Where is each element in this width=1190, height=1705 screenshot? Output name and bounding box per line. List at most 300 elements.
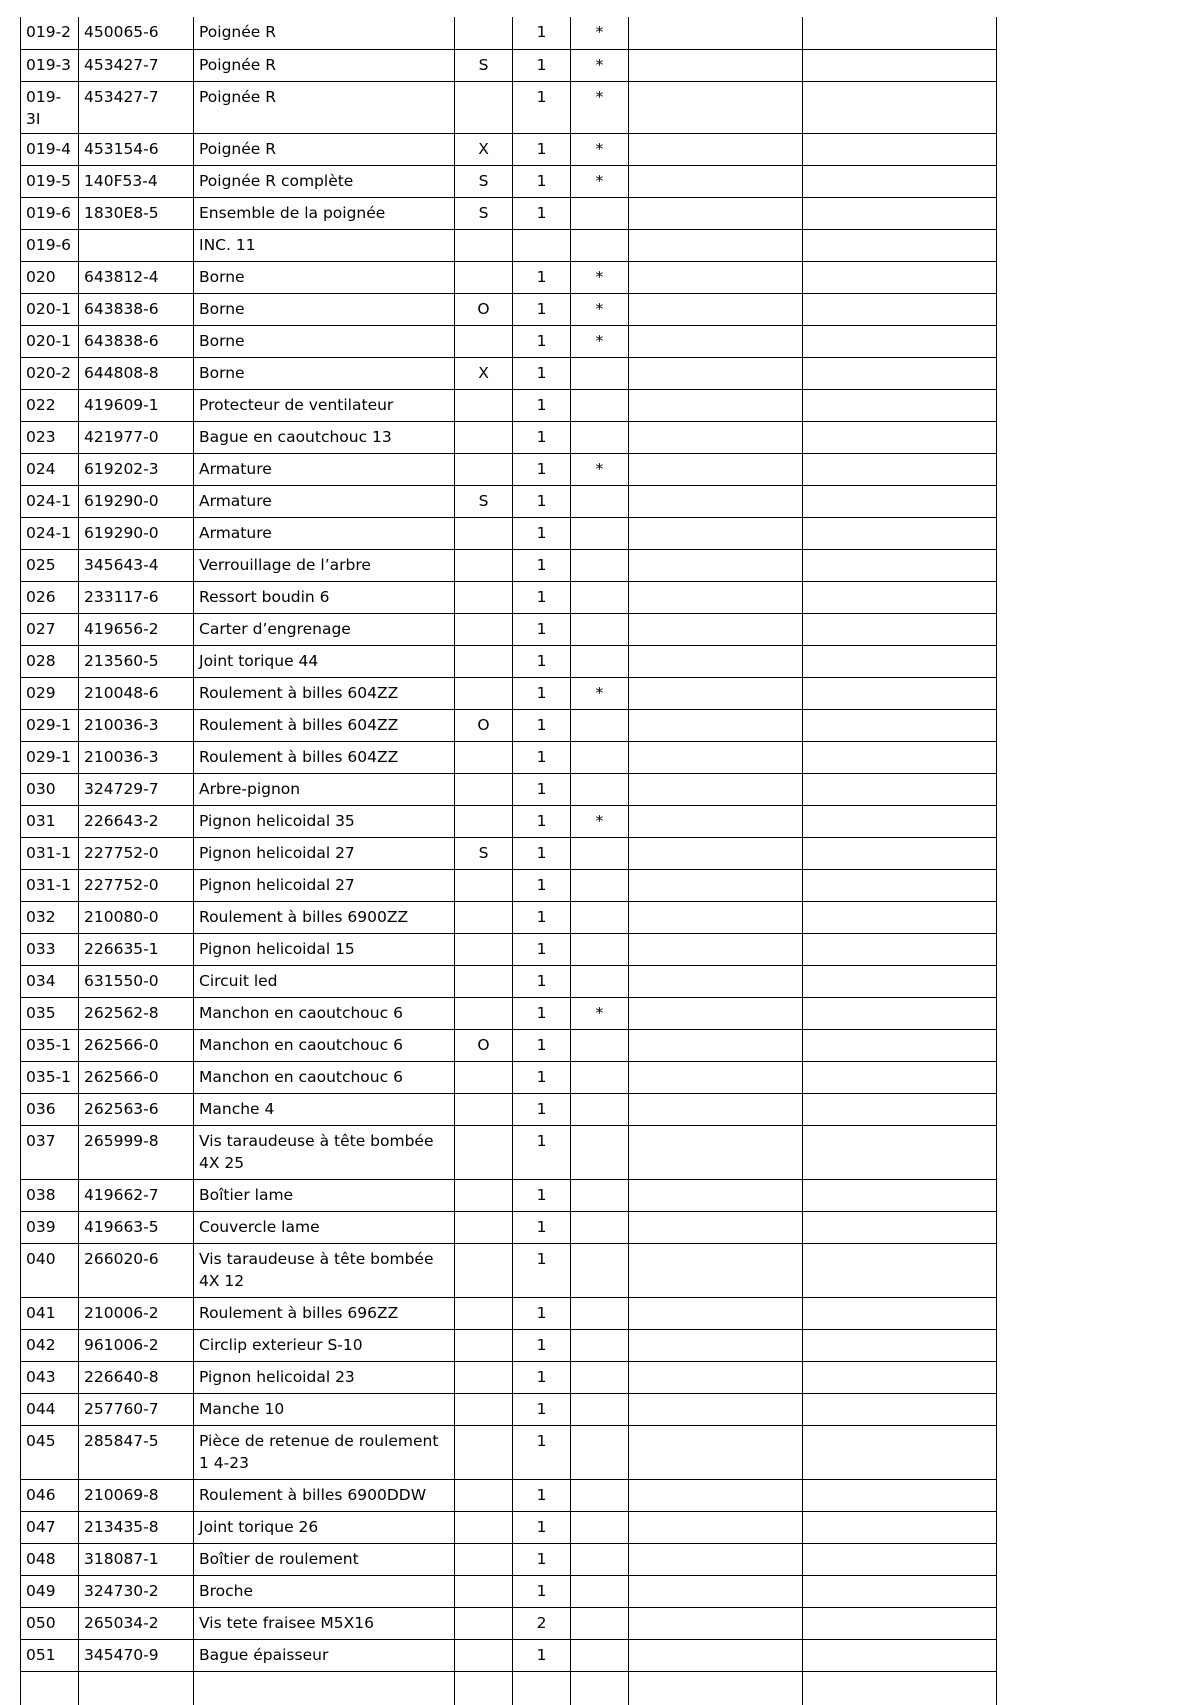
blank-cell-7 — [629, 1211, 803, 1243]
quantity-cell: 1 — [513, 1479, 571, 1511]
variant-mark-cell — [455, 517, 513, 549]
part-number-cell: 262566-0 — [79, 1061, 194, 1093]
part-description-cell: Roulement à billes 604ZZ — [194, 709, 455, 741]
blank-cell-8 — [803, 517, 997, 549]
part-description-cell: Poignée R complète — [194, 165, 455, 197]
part-description-cell: Ensemble de la poignée — [194, 197, 455, 229]
part-ref-cell: 022 — [21, 389, 79, 421]
note-star-cell — [571, 1297, 629, 1329]
quantity-cell: 1 — [513, 165, 571, 197]
variant-mark-cell — [455, 901, 513, 933]
part-description-cell: Vis taraudeuse à tête bombée 4X 25 — [194, 1125, 455, 1179]
part-ref-cell: 049 — [21, 1575, 79, 1607]
part-ref-cell: 019-4 — [21, 133, 79, 165]
blank-cell-8 — [803, 1179, 997, 1211]
variant-mark-cell — [455, 1543, 513, 1575]
part-number-cell: 643838-6 — [79, 325, 194, 357]
blank-cell-8 — [803, 1125, 997, 1179]
blank-cell-8 — [803, 741, 997, 773]
part-description-cell: Borne — [194, 357, 455, 389]
table-row — [21, 645, 997, 677]
blank-cell-7 — [629, 613, 803, 645]
part-description-cell: Vis taraudeuse à tête bombée 4X 12 — [194, 1243, 455, 1297]
part-description-cell: Borne — [194, 325, 455, 357]
part-number-cell: 210069-8 — [79, 1479, 194, 1511]
table-row — [21, 165, 997, 197]
table-row — [21, 229, 997, 261]
note-star-cell — [571, 1639, 629, 1671]
note-star-cell — [571, 1329, 629, 1361]
table-row — [21, 1361, 997, 1393]
blank-cell-7 — [629, 1543, 803, 1575]
blank-cell-7 — [629, 933, 803, 965]
blank-cell-8 — [803, 1243, 997, 1297]
note-star-cell — [571, 1211, 629, 1243]
part-number-cell: 453154-6 — [79, 133, 194, 165]
blank-cell-8 — [803, 1297, 997, 1329]
note-star-cell: * — [571, 133, 629, 165]
blank-cell-7 — [629, 581, 803, 613]
quantity-cell: 1 — [513, 613, 571, 645]
blank-cell-8 — [803, 81, 997, 133]
part-ref-cell: 030 — [21, 773, 79, 805]
note-star-cell — [571, 933, 629, 965]
part-number-cell: 961006-2 — [79, 1329, 194, 1361]
part-number-cell: 345643-4 — [79, 549, 194, 581]
note-star-cell — [571, 517, 629, 549]
parts-table-body — [21, 17, 997, 1705]
table-row — [21, 357, 997, 389]
part-ref-cell: 048 — [21, 1543, 79, 1575]
quantity-cell: 1 — [513, 837, 571, 869]
blank-cell-7 — [629, 197, 803, 229]
variant-mark-cell — [455, 1511, 513, 1543]
part-number-cell: 265034-2 — [79, 1607, 194, 1639]
blank-cell-7 — [629, 805, 803, 837]
part-ref-cell: 027 — [21, 613, 79, 645]
blank-cell-7 — [629, 81, 803, 133]
part-ref-cell: 031-1 — [21, 837, 79, 869]
variant-mark-cell: S — [455, 165, 513, 197]
variant-mark-cell — [455, 1329, 513, 1361]
blank-cell-8 — [803, 1425, 997, 1479]
part-ref-cell: 040 — [21, 1243, 79, 1297]
variant-mark-cell — [455, 805, 513, 837]
blank-cell-7 — [629, 1425, 803, 1479]
blank-cell-7 — [629, 1639, 803, 1671]
quantity-cell: 1 — [513, 773, 571, 805]
part-ref-cell: 039 — [21, 1211, 79, 1243]
variant-mark-cell: X — [455, 133, 513, 165]
variant-mark-cell — [455, 1607, 513, 1639]
quantity-cell: 1 — [513, 1243, 571, 1297]
blank-cell-7 — [629, 17, 803, 49]
blank-cell-7 — [629, 1243, 803, 1297]
part-ref-cell: 024-1 — [21, 485, 79, 517]
part-number-cell: 210036-3 — [79, 741, 194, 773]
part-ref-cell: 029-1 — [21, 709, 79, 741]
quantity-cell: 1 — [513, 17, 571, 49]
blank-cell-8 — [803, 1329, 997, 1361]
blank-cell-8 — [803, 165, 997, 197]
blank-cell-7 — [629, 485, 803, 517]
blank-cell-8 — [803, 773, 997, 805]
note-star-cell: * — [571, 293, 629, 325]
blank-cell-7 — [629, 677, 803, 709]
blank-cell-8 — [803, 1061, 997, 1093]
empty-cell — [194, 1671, 455, 1705]
table-row — [21, 997, 997, 1029]
variant-mark-cell — [455, 325, 513, 357]
variant-mark-cell — [455, 549, 513, 581]
quantity-cell: 1 — [513, 1179, 571, 1211]
part-description-cell: Bague en caoutchouc 13 — [194, 421, 455, 453]
blank-cell-8 — [803, 645, 997, 677]
quantity-cell: 1 — [513, 1361, 571, 1393]
table-row — [21, 1029, 997, 1061]
part-description-cell: Borne — [194, 261, 455, 293]
part-description-cell: Carter d’engrenage — [194, 613, 455, 645]
blank-cell-8 — [803, 357, 997, 389]
part-ref-cell: 019-3 — [21, 49, 79, 81]
table-row — [21, 677, 997, 709]
blank-cell-7 — [629, 709, 803, 741]
blank-cell-8 — [803, 549, 997, 581]
part-description-cell: Verrouillage de l’arbre — [194, 549, 455, 581]
table-row — [21, 81, 997, 133]
table-row — [21, 389, 997, 421]
part-number-cell: 419656-2 — [79, 613, 194, 645]
variant-mark-cell: S — [455, 485, 513, 517]
table-row — [21, 805, 997, 837]
variant-mark-cell — [455, 81, 513, 133]
variant-mark-cell — [455, 613, 513, 645]
blank-cell-8 — [803, 709, 997, 741]
note-star-cell: * — [571, 81, 629, 133]
quantity-cell: 1 — [513, 1393, 571, 1425]
quantity-cell: 1 — [513, 997, 571, 1029]
part-description-cell: Poignée R — [194, 81, 455, 133]
part-number-cell: 262562-8 — [79, 997, 194, 1029]
quantity-cell: 1 — [513, 869, 571, 901]
part-number-cell: 226643-2 — [79, 805, 194, 837]
blank-cell-8 — [803, 1479, 997, 1511]
part-ref-cell: 035 — [21, 997, 79, 1029]
part-number-cell: 643812-4 — [79, 261, 194, 293]
table-row — [21, 517, 997, 549]
blank-cell-7 — [629, 965, 803, 997]
quantity-cell: 1 — [513, 357, 571, 389]
blank-cell-8 — [803, 293, 997, 325]
empty-cell — [79, 1671, 194, 1705]
table-row — [21, 1511, 997, 1543]
blank-cell-8 — [803, 965, 997, 997]
quantity-cell: 1 — [513, 197, 571, 229]
blank-cell-7 — [629, 1179, 803, 1211]
table-row — [21, 197, 997, 229]
quantity-cell: 1 — [513, 293, 571, 325]
part-ref-cell: 019-6 — [21, 197, 79, 229]
quantity-cell: 1 — [513, 933, 571, 965]
part-description-cell: Joint torique 44 — [194, 645, 455, 677]
quantity-cell: 1 — [513, 901, 571, 933]
part-number-cell: 210006-2 — [79, 1297, 194, 1329]
blank-cell-7 — [629, 837, 803, 869]
part-ref-cell: 026 — [21, 581, 79, 613]
blank-cell-8 — [803, 581, 997, 613]
table-row — [21, 1093, 997, 1125]
blank-cell-8 — [803, 997, 997, 1029]
variant-mark-cell — [455, 1393, 513, 1425]
quantity-cell: 2 — [513, 1607, 571, 1639]
part-description-cell: Vis tete fraisee M5X16 — [194, 1607, 455, 1639]
part-ref-cell: 043 — [21, 1361, 79, 1393]
part-description-cell: Roulement à billes 604ZZ — [194, 677, 455, 709]
part-number-cell: 324730-2 — [79, 1575, 194, 1607]
part-ref-cell: 024-1 — [21, 517, 79, 549]
part-number-cell: 453427-7 — [79, 49, 194, 81]
part-description-cell: Poignée R — [194, 49, 455, 81]
note-star-cell — [571, 741, 629, 773]
variant-mark-cell — [455, 1575, 513, 1607]
blank-cell-8 — [803, 1639, 997, 1671]
blank-cell-7 — [629, 389, 803, 421]
blank-cell-8 — [803, 485, 997, 517]
part-number-cell: 226635-1 — [79, 933, 194, 965]
note-star-cell — [571, 645, 629, 677]
variant-mark-cell — [455, 389, 513, 421]
part-number-cell: 210036-3 — [79, 709, 194, 741]
part-number-cell: 419663-5 — [79, 1211, 194, 1243]
variant-mark-cell — [455, 261, 513, 293]
quantity-cell: 1 — [513, 517, 571, 549]
blank-cell-8 — [803, 1607, 997, 1639]
variant-mark-cell — [455, 581, 513, 613]
blank-cell-8 — [803, 1543, 997, 1575]
part-number-cell: 227752-0 — [79, 869, 194, 901]
part-description-cell: Manchon en caoutchouc 6 — [194, 997, 455, 1029]
variant-mark-cell — [455, 1061, 513, 1093]
part-description-cell: Armature — [194, 485, 455, 517]
note-star-cell — [571, 901, 629, 933]
blank-cell-8 — [803, 1361, 997, 1393]
quantity-cell: 1 — [513, 645, 571, 677]
part-ref-cell: 024 — [21, 453, 79, 485]
blank-cell-8 — [803, 229, 997, 261]
part-number-cell: 345470-9 — [79, 1639, 194, 1671]
blank-cell-8 — [803, 197, 997, 229]
variant-mark-cell — [455, 997, 513, 1029]
part-description-cell: Borne — [194, 293, 455, 325]
note-star-cell: * — [571, 325, 629, 357]
part-ref-cell: 038 — [21, 1179, 79, 1211]
part-description-cell: Roulement à billes 6900ZZ — [194, 901, 455, 933]
part-number-cell — [79, 229, 194, 261]
part-description-cell: Poignée R — [194, 17, 455, 49]
part-ref-cell: 042 — [21, 1329, 79, 1361]
blank-cell-7 — [629, 1607, 803, 1639]
part-ref-cell: 028 — [21, 645, 79, 677]
part-description-cell: Pièce de retenue de roulement 1 4-23 — [194, 1425, 455, 1479]
blank-cell-8 — [803, 613, 997, 645]
part-description-cell: Boîtier de roulement — [194, 1543, 455, 1575]
quantity-cell: 1 — [513, 1639, 571, 1671]
part-ref-cell: 035-1 — [21, 1061, 79, 1093]
part-ref-cell: 032 — [21, 901, 79, 933]
variant-mark-cell: O — [455, 709, 513, 741]
note-star-cell — [571, 1179, 629, 1211]
variant-mark-cell — [455, 965, 513, 997]
blank-cell-7 — [629, 229, 803, 261]
variant-mark-cell — [455, 421, 513, 453]
blank-cell-7 — [629, 901, 803, 933]
part-description-cell: Manchon en caoutchouc 6 — [194, 1061, 455, 1093]
part-ref-cell: 033 — [21, 933, 79, 965]
part-ref-cell: 019-3I — [21, 81, 79, 133]
quantity-cell: 1 — [513, 485, 571, 517]
blank-cell-8 — [803, 677, 997, 709]
part-description-cell: Poignée R — [194, 133, 455, 165]
blank-cell-7 — [629, 133, 803, 165]
part-description-cell: Couvercle lame — [194, 1211, 455, 1243]
note-star-cell — [571, 229, 629, 261]
part-description-cell: Manche 10 — [194, 1393, 455, 1425]
blank-cell-8 — [803, 453, 997, 485]
blank-cell-8 — [803, 1393, 997, 1425]
variant-mark-cell — [455, 1179, 513, 1211]
quantity-cell: 1 — [513, 741, 571, 773]
part-number-cell: 265999-8 — [79, 1125, 194, 1179]
part-ref-cell: 019-6 — [21, 229, 79, 261]
note-star-cell: * — [571, 165, 629, 197]
table-row — [21, 17, 997, 49]
note-star-cell — [571, 549, 629, 581]
blank-cell-7 — [629, 645, 803, 677]
quantity-cell: 1 — [513, 389, 571, 421]
part-ref-cell: 035-1 — [21, 1029, 79, 1061]
variant-mark-cell — [455, 1093, 513, 1125]
variant-mark-cell — [455, 645, 513, 677]
part-description-cell: Arbre-pignon — [194, 773, 455, 805]
empty-cell — [21, 1671, 79, 1705]
blank-cell-7 — [629, 1511, 803, 1543]
part-description-cell: Roulement à billes 696ZZ — [194, 1297, 455, 1329]
quantity-cell: 1 — [513, 325, 571, 357]
blank-cell-7 — [629, 997, 803, 1029]
variant-mark-cell — [455, 773, 513, 805]
blank-cell-7 — [629, 1061, 803, 1093]
blank-cell-7 — [629, 773, 803, 805]
variant-mark-cell: O — [455, 1029, 513, 1061]
part-number-cell: 643838-6 — [79, 293, 194, 325]
blank-cell-8 — [803, 901, 997, 933]
variant-mark-cell: S — [455, 837, 513, 869]
blank-cell-7 — [629, 1125, 803, 1179]
blank-cell-8 — [803, 1211, 997, 1243]
empty-cell — [455, 1671, 513, 1705]
empty-cell — [803, 1671, 997, 1705]
note-star-cell — [571, 1425, 629, 1479]
part-description-cell: Boîtier lame — [194, 1179, 455, 1211]
blank-cell-8 — [803, 869, 997, 901]
part-ref-cell: 034 — [21, 965, 79, 997]
table-row — [21, 453, 997, 485]
table-row — [21, 293, 997, 325]
table-row — [21, 773, 997, 805]
note-star-cell — [571, 1093, 629, 1125]
note-star-cell — [571, 1061, 629, 1093]
table-row — [21, 837, 997, 869]
part-description-cell: Pignon helicoidal 27 — [194, 869, 455, 901]
variant-mark-cell: X — [455, 357, 513, 389]
blank-cell-7 — [629, 293, 803, 325]
part-number-cell: 285847-5 — [79, 1425, 194, 1479]
note-star-cell — [571, 709, 629, 741]
part-number-cell: 210048-6 — [79, 677, 194, 709]
part-ref-cell: 031-1 — [21, 869, 79, 901]
blank-cell-8 — [803, 261, 997, 293]
table-row — [21, 741, 997, 773]
note-star-cell: * — [571, 805, 629, 837]
blank-cell-7 — [629, 261, 803, 293]
blank-cell-8 — [803, 389, 997, 421]
part-number-cell: 226640-8 — [79, 1361, 194, 1393]
table-row — [21, 1125, 997, 1179]
table-row — [21, 933, 997, 965]
part-description-cell: Manche 4 — [194, 1093, 455, 1125]
quantity-cell: 1 — [513, 81, 571, 133]
part-number-cell: 631550-0 — [79, 965, 194, 997]
blank-cell-7 — [629, 1575, 803, 1607]
variant-mark-cell — [455, 17, 513, 49]
variant-mark-cell — [455, 1425, 513, 1479]
variant-mark-cell — [455, 933, 513, 965]
note-star-cell — [571, 837, 629, 869]
note-star-cell — [571, 869, 629, 901]
variant-mark-cell — [455, 1639, 513, 1671]
table-row — [21, 1061, 997, 1093]
note-star-cell: * — [571, 677, 629, 709]
note-star-cell — [571, 613, 629, 645]
blank-cell-8 — [803, 49, 997, 81]
note-star-cell — [571, 1361, 629, 1393]
blank-cell-8 — [803, 1093, 997, 1125]
table-row — [21, 1607, 997, 1639]
table-row — [21, 1479, 997, 1511]
note-star-cell — [571, 1607, 629, 1639]
blank-cell-8 — [803, 1575, 997, 1607]
part-description-cell: Joint torique 26 — [194, 1511, 455, 1543]
part-number-cell: 213435-8 — [79, 1511, 194, 1543]
table-row — [21, 965, 997, 997]
note-star-cell: * — [571, 997, 629, 1029]
quantity-cell: 1 — [513, 1425, 571, 1479]
note-star-cell — [571, 1125, 629, 1179]
blank-cell-7 — [629, 1297, 803, 1329]
part-ref-cell: 045 — [21, 1425, 79, 1479]
table-row — [21, 549, 997, 581]
note-star-cell: * — [571, 261, 629, 293]
table-row — [21, 1575, 997, 1607]
blank-cell-7 — [629, 869, 803, 901]
quantity-cell: 1 — [513, 1029, 571, 1061]
part-number-cell: 324729-7 — [79, 773, 194, 805]
part-number-cell: 210080-0 — [79, 901, 194, 933]
table-row — [21, 1393, 997, 1425]
blank-cell-7 — [629, 49, 803, 81]
variant-mark-cell — [455, 1125, 513, 1179]
blank-cell-8 — [803, 837, 997, 869]
